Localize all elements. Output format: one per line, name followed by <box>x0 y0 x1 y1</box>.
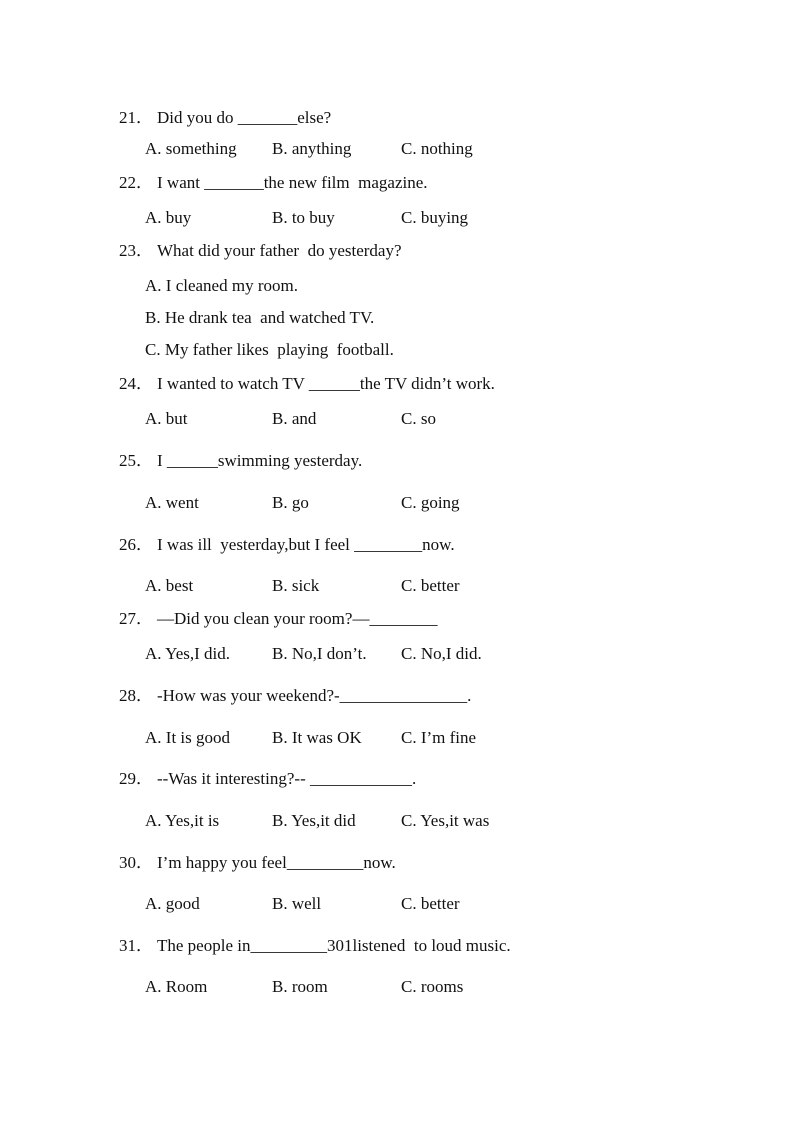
question-number: 23． <box>119 241 153 260</box>
question-text: -How was your weekend?-_______________. <box>157 686 472 705</box>
option-a: A. Yes,it is <box>145 811 220 830</box>
question-number: 21． <box>119 108 153 127</box>
option-b: B. It was OK <box>272 728 362 747</box>
question-text: The people in_________301listened to loud music. <box>157 936 511 955</box>
option-a: A. something <box>145 139 237 158</box>
question-text: I’m happy you feel_________now. <box>157 853 396 872</box>
question-number: 30． <box>119 853 153 872</box>
option-b: B. He drank tea and watched TV. <box>145 308 375 327</box>
option-c: C. going <box>401 493 460 512</box>
option-b: B. sick <box>272 576 320 595</box>
question-text: Did you do _______else? <box>157 108 332 127</box>
option-c: C. so <box>401 409 436 428</box>
option-c: C. Yes,it was <box>401 811 490 830</box>
option-b: B. well <box>272 894 322 913</box>
option-b: B. go <box>272 493 309 512</box>
option-c: C. rooms <box>401 977 464 996</box>
option-a: A. Room <box>145 977 208 996</box>
option-b: B. Yes,it did <box>272 811 356 830</box>
option-b: B. anything <box>272 139 352 158</box>
question-number: 29． <box>119 769 153 788</box>
question-number: 22． <box>119 173 153 192</box>
option-a: A. I cleaned my room. <box>145 276 298 295</box>
question-number: 28． <box>119 686 153 705</box>
option-c: C. better <box>401 576 460 595</box>
option-b: B. to buy <box>272 208 335 227</box>
question-number: 25． <box>119 451 153 470</box>
option-a: A. buy <box>145 208 192 227</box>
question-number: 31． <box>119 936 153 955</box>
question-text: I was ill yesterday,but I feel ________now. <box>157 535 455 554</box>
question-number: 26． <box>119 535 153 554</box>
option-c: C. better <box>401 894 460 913</box>
option-b: B. room <box>272 977 328 996</box>
option-a: A. best <box>145 576 194 595</box>
question-text: —Did you clean your room?—________ <box>157 609 438 628</box>
option-a: A. good <box>145 894 200 913</box>
option-c: C. My father likes playing football. <box>145 340 394 359</box>
question-text: What did your father do yesterday? <box>157 241 402 260</box>
option-a: A. went <box>145 493 199 512</box>
question-text: I wanted to watch TV ______the TV didn’t work. <box>157 374 495 393</box>
option-a: A. Yes,I did. <box>145 644 231 663</box>
option-c: C. No,I did. <box>401 644 482 663</box>
question-number: 24． <box>119 374 153 393</box>
option-c: C. buying <box>401 208 469 227</box>
question-text: I want _______the new film magazine. <box>157 173 428 192</box>
question-text: I ______swimming yesterday. <box>157 451 363 470</box>
option-c: C. nothing <box>401 139 473 158</box>
option-b: B. No,I don’t. <box>272 644 367 663</box>
option-c: C. I’m fine <box>401 728 477 747</box>
question-number: 27． <box>119 609 153 628</box>
option-b: B. and <box>272 409 317 428</box>
question-text: --Was it interesting?-- ____________. <box>157 769 417 788</box>
option-a: A. It is good <box>145 728 230 747</box>
option-a: A. but <box>145 409 188 428</box>
